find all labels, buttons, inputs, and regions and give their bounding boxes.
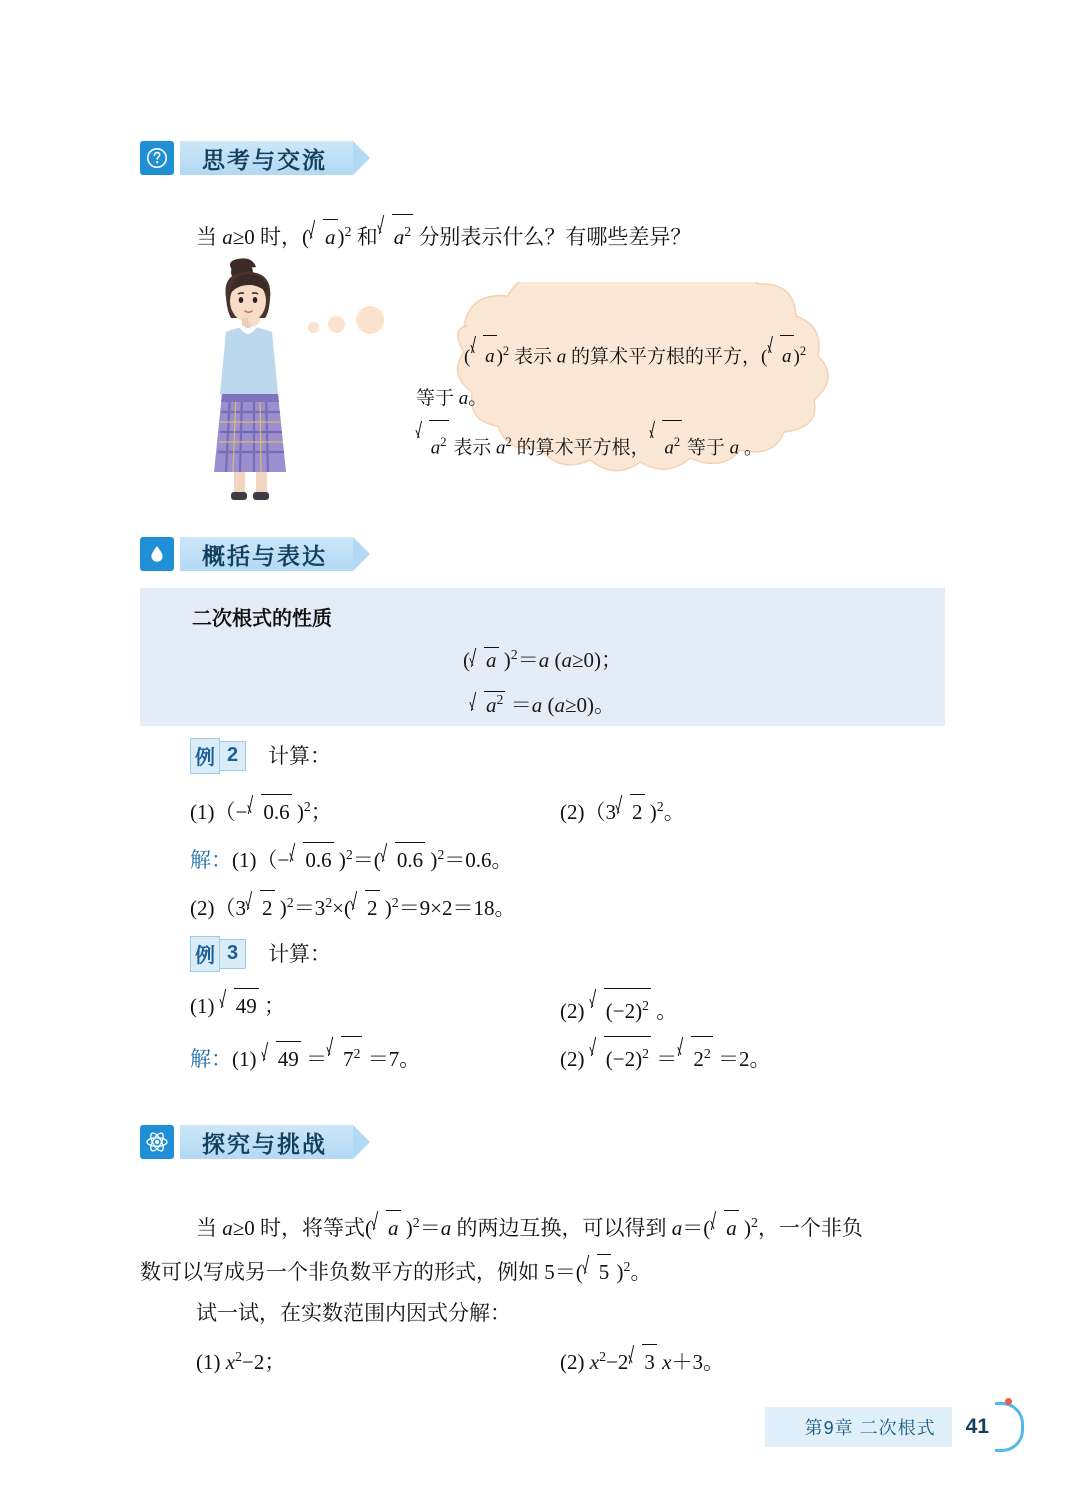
section-header-summary bbox=[140, 534, 353, 574]
page-footer bbox=[765, 1404, 1024, 1450]
example-2-number: 2 bbox=[220, 741, 246, 771]
thought-bubble bbox=[404, 282, 948, 472]
thought-bubble-text bbox=[416, 330, 924, 470]
property-formula-1: ( a )$^2$＝a (a≥0)； bbox=[463, 647, 622, 672]
explore-try-label: 试一试，在实数范围内因式分解： bbox=[196, 1301, 511, 1325]
example-2-solution-2: (2)（3 2 )$^2=3^2\times$( 2 )$^2$＝9×2＝18。 bbox=[190, 886, 516, 925]
section-banner-explore bbox=[180, 1125, 353, 1159]
question-mark-icon bbox=[140, 141, 174, 175]
example-3-question-2: (2) $(-2)^2$ 。 bbox=[560, 988, 677, 1028]
thought-dot-small bbox=[308, 322, 319, 333]
explore-paragraph-line-1: 当 a≥0 时，将等式( a )$^2$＝a 的两边互换，可以得到 a＝( a )$^2$，一个非负 bbox=[196, 1206, 863, 1245]
student-illustration bbox=[196, 254, 306, 502]
section-header-think bbox=[140, 138, 353, 178]
think-question: 当 a≥0 时，( a)$^2$ 和 $a^2$ 分别表示什么？有哪些差异？ bbox=[196, 214, 691, 254]
bubble-line-3: $a^2$ 表示 $a^2$ 的算术平方根， $a^2$ 等于 a 。 bbox=[416, 420, 924, 469]
solve-word-3: 解： bbox=[190, 1047, 232, 1071]
example-3-tag bbox=[190, 936, 246, 972]
section-title-think: 思考与交流 bbox=[202, 146, 327, 173]
example-2-question-1: (1)（− 0.6 )$^2$； bbox=[190, 790, 332, 829]
example-3-solution-1: 解：(1) $49 = 7^2 =7$。 bbox=[190, 1036, 420, 1076]
bubble-line-2: 等于 a。 bbox=[416, 388, 488, 410]
section-banner-think bbox=[180, 141, 353, 175]
section-title-explore: 探究与挑战 bbox=[202, 1130, 327, 1157]
thought-dot-medium bbox=[328, 316, 345, 333]
page-number: 41 bbox=[965, 1415, 989, 1438]
water-drop-icon bbox=[140, 537, 174, 571]
footer-dot-decoration bbox=[1005, 1398, 1012, 1405]
section-banner-summary bbox=[180, 537, 353, 571]
section-title-summary: 概括与表达 bbox=[202, 542, 327, 569]
example-3-label: 计算： bbox=[268, 942, 331, 966]
bubble-line-1: ( a )$^2$ 表示 a 的算术平方根的平方，( a )$^2$ bbox=[464, 330, 924, 378]
example-2-solution-1: 解：(1)（− 0.6 )$^2$＝( 0.6 )$^2$＝0.6。 bbox=[190, 838, 513, 877]
footer-arc-decoration bbox=[995, 1402, 1024, 1452]
think-illustration bbox=[196, 254, 948, 502]
example-3-word: 例 bbox=[190, 936, 220, 972]
example-2-word: 例 bbox=[190, 738, 220, 774]
property-box bbox=[140, 588, 945, 726]
property-formula-2: $a^2 =a$ (a≥0)。 bbox=[140, 689, 945, 719]
solve-word-2: 解： bbox=[190, 848, 232, 872]
example-2-label: 计算： bbox=[268, 744, 331, 768]
section-header-explore bbox=[140, 1122, 353, 1162]
footer-chapter: 第9章 二次根式 bbox=[765, 1407, 952, 1447]
property-title: 二次根式的性质 bbox=[192, 608, 332, 630]
example-2-tag bbox=[190, 738, 246, 774]
example-3-number: 3 bbox=[220, 939, 246, 969]
thought-dot-large bbox=[356, 306, 384, 334]
example-3-solution-2: (2) $(-2)^2 = 2^2 =2$。 bbox=[560, 1036, 771, 1076]
explore-question-1: (1) $x^2-2$； bbox=[196, 1349, 286, 1374]
atom-icon bbox=[140, 1125, 174, 1159]
explore-paragraph-line-2: 数可以写成另一个非负数平方的形式，例如 5＝( 5 )$^2$。 bbox=[140, 1250, 651, 1289]
explore-question-2: (2) $x^2-2$ 3 x＋3。 bbox=[560, 1340, 724, 1379]
example-2-question-2: (2)（3 2 )$^2$。 bbox=[560, 790, 685, 829]
example-3-question-1: (1) 49 ； bbox=[190, 988, 285, 1023]
